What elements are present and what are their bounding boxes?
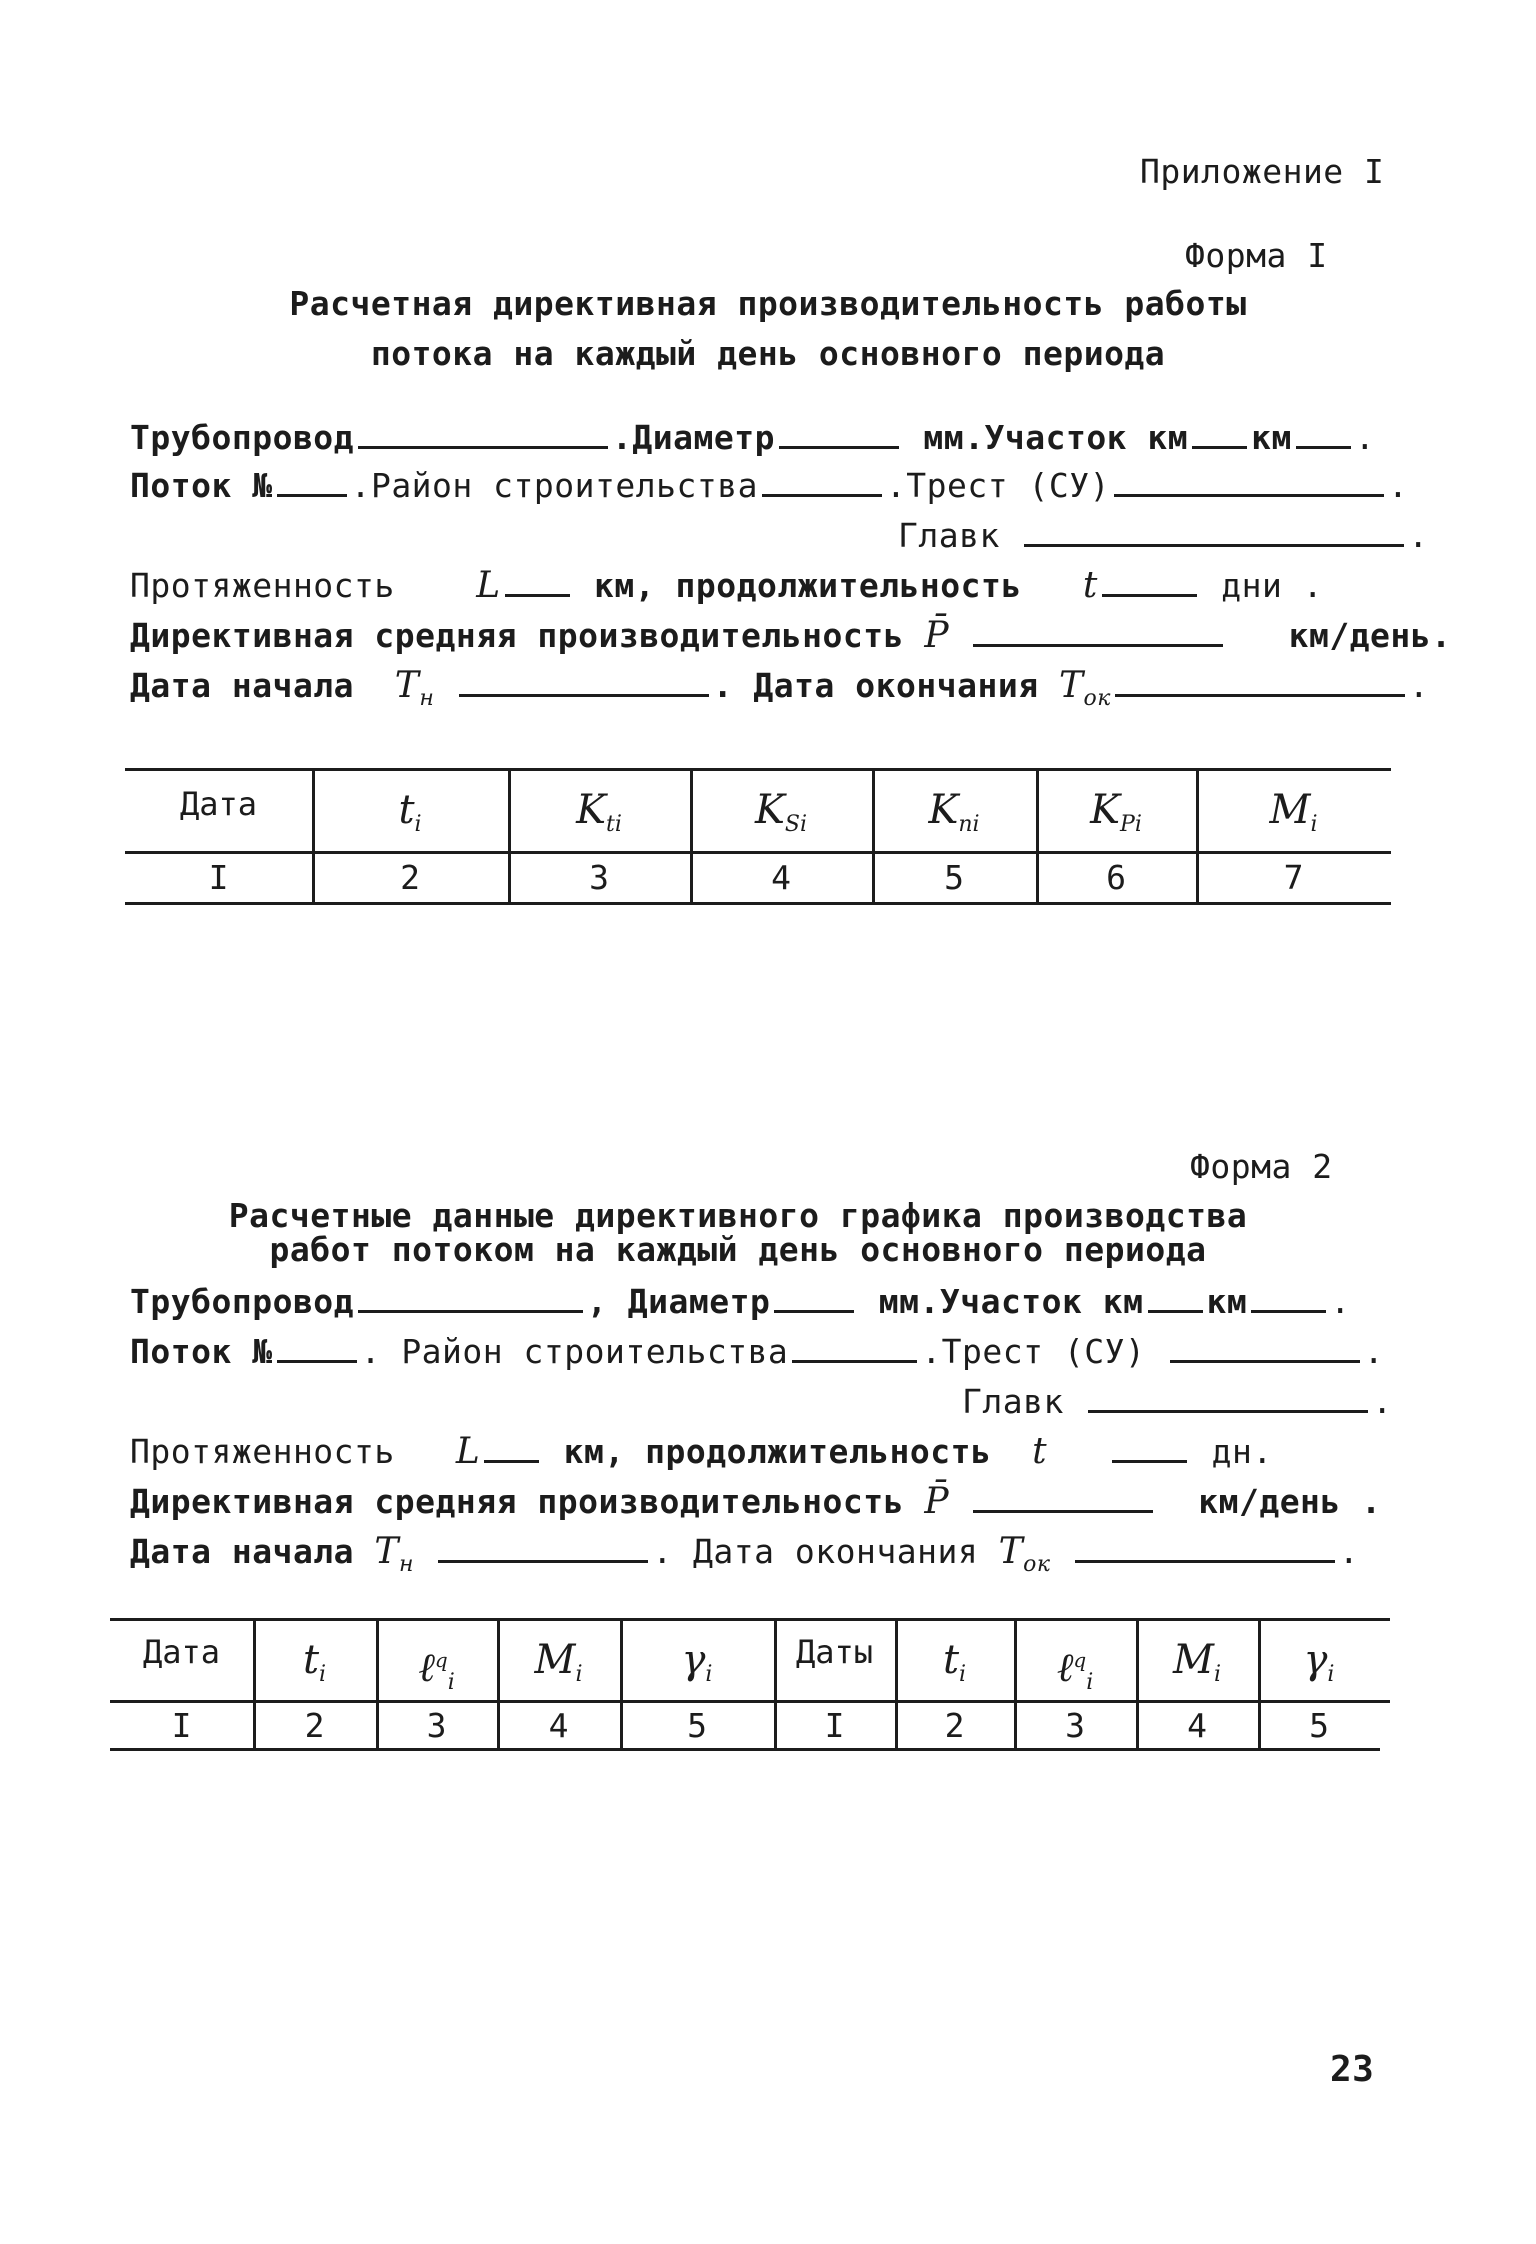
glavk-label: Главк [962, 1382, 1064, 1421]
start-field [459, 664, 709, 697]
days-label: дн. [1211, 1432, 1273, 1471]
table2-num: 5 [1309, 1706, 1329, 1745]
symbol-L: L [455, 1431, 481, 1472]
pipeline-field [358, 416, 608, 449]
table1-header-mi: $M_i$ [1269, 787, 1318, 837]
diameter-field [774, 1280, 854, 1313]
productivity-field [973, 614, 1223, 647]
glavk-label: Главк [898, 516, 1000, 555]
glavk-field [1024, 514, 1404, 547]
end-field [1115, 664, 1405, 697]
length-label: Протяженность [130, 566, 395, 605]
start-label: Дата начала [130, 666, 355, 705]
form2-row-pipeline: Трубопровод , Диаметр мм.Участок км км . [130, 1282, 1351, 1321]
form1-row-dates: Дата начала $T_н$ . Дата окончания $T_{ок}$ . [130, 665, 1430, 711]
duration-field [1112, 1430, 1187, 1463]
table2-header-gi: $\gamma_i$ [1303, 1637, 1335, 1687]
form2-row-dates: Дата начала $T_н$ . Дата окончания $T_{ок}$ . [130, 1531, 1360, 1577]
symbol-Tn: $T_н$ [374, 1531, 414, 1577]
table1-header-kti: $K_{ti}$ [576, 787, 622, 837]
flow-label: Поток № [130, 466, 273, 505]
table1-header-kri: $K_{Pi}$ [1090, 787, 1142, 837]
symbol-t: t [1032, 1431, 1048, 1472]
table1-num: 3 [589, 858, 609, 897]
symbol-t: t [1082, 565, 1098, 606]
form2-row-glavk: Главк . [962, 1382, 1393, 1421]
table2-header-gi: $\gamma_i$ [681, 1637, 713, 1687]
table2-num: 3 [1065, 1706, 1085, 1745]
end-label: . Дата окончания [652, 1532, 979, 1571]
table2-header-dates: Даты [795, 1633, 874, 1671]
table2-bottom-rule [110, 1748, 1380, 1751]
form1-title-line1: Расчетная директивная производительность работы [289, 284, 1247, 323]
table2-num: 4 [548, 1706, 569, 1745]
section-to-field [1251, 1280, 1326, 1313]
table2-num: 5 [687, 1706, 707, 1745]
flow-label: Поток № [130, 1332, 273, 1371]
section-from-field [1148, 1280, 1203, 1313]
page-number: 23 [1330, 2049, 1375, 2090]
table1-num: 6 [1106, 858, 1126, 897]
start-label: Дата начала [130, 1532, 355, 1571]
km-label: км [1251, 418, 1292, 457]
flow-field [277, 464, 347, 497]
end-field [1075, 1530, 1335, 1563]
table1-num: 2 [400, 858, 420, 897]
symbol-Tok: $T_{ок}$ [1058, 665, 1111, 711]
table1-num: I [208, 858, 229, 897]
table2-num: I [824, 1706, 845, 1745]
appendix-label: Приложение I [1140, 152, 1385, 191]
table2-header-mi: $M_i$ [1172, 1637, 1221, 1687]
form2-row-flow: Поток № . Район строительства .Трест (СУ) . [130, 1332, 1385, 1371]
diameter-label: , Диаметр [587, 1282, 771, 1321]
table1-num: 7 [1283, 858, 1304, 897]
form1-row-glavk: Главк . [898, 516, 1429, 555]
form1-row-directive [130, 614, 1452, 656]
table1-header-kpi: $K_{пi}$ [928, 787, 980, 837]
table2-header-ti: $t_i$ [942, 1637, 967, 1687]
table2-header-date: Дата [142, 1633, 221, 1671]
table2-header-lqi: ℓ$^q_i$ [1056, 1645, 1094, 1695]
form1-label: Форма I [1185, 236, 1328, 275]
end-label: . Дата окончания [712, 666, 1039, 705]
section-label: мм.Участок км [878, 1282, 1144, 1321]
form1-row-length [130, 564, 1323, 606]
trust-field [1114, 464, 1384, 497]
glavk-field [1088, 1380, 1368, 1413]
table1-header-date: Дата [179, 785, 258, 823]
section-to-field [1296, 416, 1351, 449]
symbol-L: L [476, 565, 501, 606]
region-label: . Район строительства [360, 1332, 789, 1371]
symbol-Tok: $T_{ок}$ [998, 1531, 1051, 1577]
duration-label: км, продолжительность [563, 1432, 992, 1471]
table2-mid-rule [110, 1700, 1390, 1703]
form2-row-length [130, 1430, 1273, 1472]
table1-num: 4 [771, 858, 791, 897]
pipeline-label: Трубопровод [130, 1282, 355, 1321]
directive-label: Директивная средняя производительность [130, 1482, 904, 1521]
region-field [762, 464, 882, 497]
table2-header-lqi: ℓ$^q_i$ [418, 1645, 455, 1695]
symbol-Tn: $T_н$ [394, 665, 435, 711]
flow-field [277, 1330, 357, 1363]
section-from-field [1192, 416, 1247, 449]
symbol-P: P̄ [924, 1481, 950, 1522]
symbol-P: P̄ [924, 615, 950, 656]
start-field [438, 1530, 648, 1563]
section-label: мм.Участок км [923, 418, 1189, 457]
km-day-label: км/день . [1198, 1482, 1382, 1521]
length-field [484, 1430, 539, 1463]
productivity-field [973, 1480, 1153, 1513]
region-field [792, 1330, 917, 1363]
duration-label: км, продолжительность [594, 566, 1022, 605]
table2-top-rule [110, 1618, 1390, 1621]
table2-header-ti: $t_i$ [302, 1637, 327, 1687]
length-field [505, 564, 570, 597]
diameter-field [779, 416, 899, 449]
pipeline-field [358, 1280, 583, 1313]
table2-num: 2 [944, 1706, 965, 1745]
length-label: Протяженность [130, 1432, 395, 1471]
table2-num: 4 [1187, 1706, 1207, 1745]
form2-title-line2: работ потоком на каждый день основного периода [269, 1230, 1207, 1269]
pipeline-label: Трубопровод [130, 418, 355, 457]
trust-field [1170, 1330, 1360, 1363]
directive-label: Директивная средняя производительность [130, 616, 904, 655]
diameter-label: .Диаметр [612, 418, 775, 457]
table2-num: I [171, 1706, 192, 1745]
trust-label: .Трест (СУ) [885, 466, 1110, 505]
table2-num: 2 [304, 1706, 325, 1745]
form2-row-directive [130, 1480, 1382, 1522]
table1-header-ti: $t_i$ [398, 787, 422, 837]
km-day-label: км/день. [1288, 616, 1452, 655]
km-label: км [1206, 1282, 1248, 1321]
form2-title-line1: Расчетные данные директивного графика производства [228, 1196, 1248, 1235]
duration-field [1102, 564, 1197, 597]
form1-row-pipeline: Трубопровод .Диаметр мм.Участок км км . [130, 418, 1376, 457]
form2-label: Форма 2 [1190, 1147, 1333, 1186]
days-label: дни . [1221, 566, 1324, 605]
table2-header-mi: $M_i$ [534, 1637, 583, 1687]
table1-num: 5 [944, 858, 964, 897]
table2-num: 3 [426, 1706, 447, 1745]
table1-header-ksi: $K_{Si}$ [755, 787, 807, 837]
form1-row-flow: Поток № .Район строительства .Трест (СУ) . [130, 466, 1409, 505]
region-label: .Район строительства [350, 466, 758, 505]
trust-label: .Трест (СУ) [921, 1332, 1146, 1371]
form1-title-line2: потока на каждый день основного периода [370, 334, 1166, 373]
